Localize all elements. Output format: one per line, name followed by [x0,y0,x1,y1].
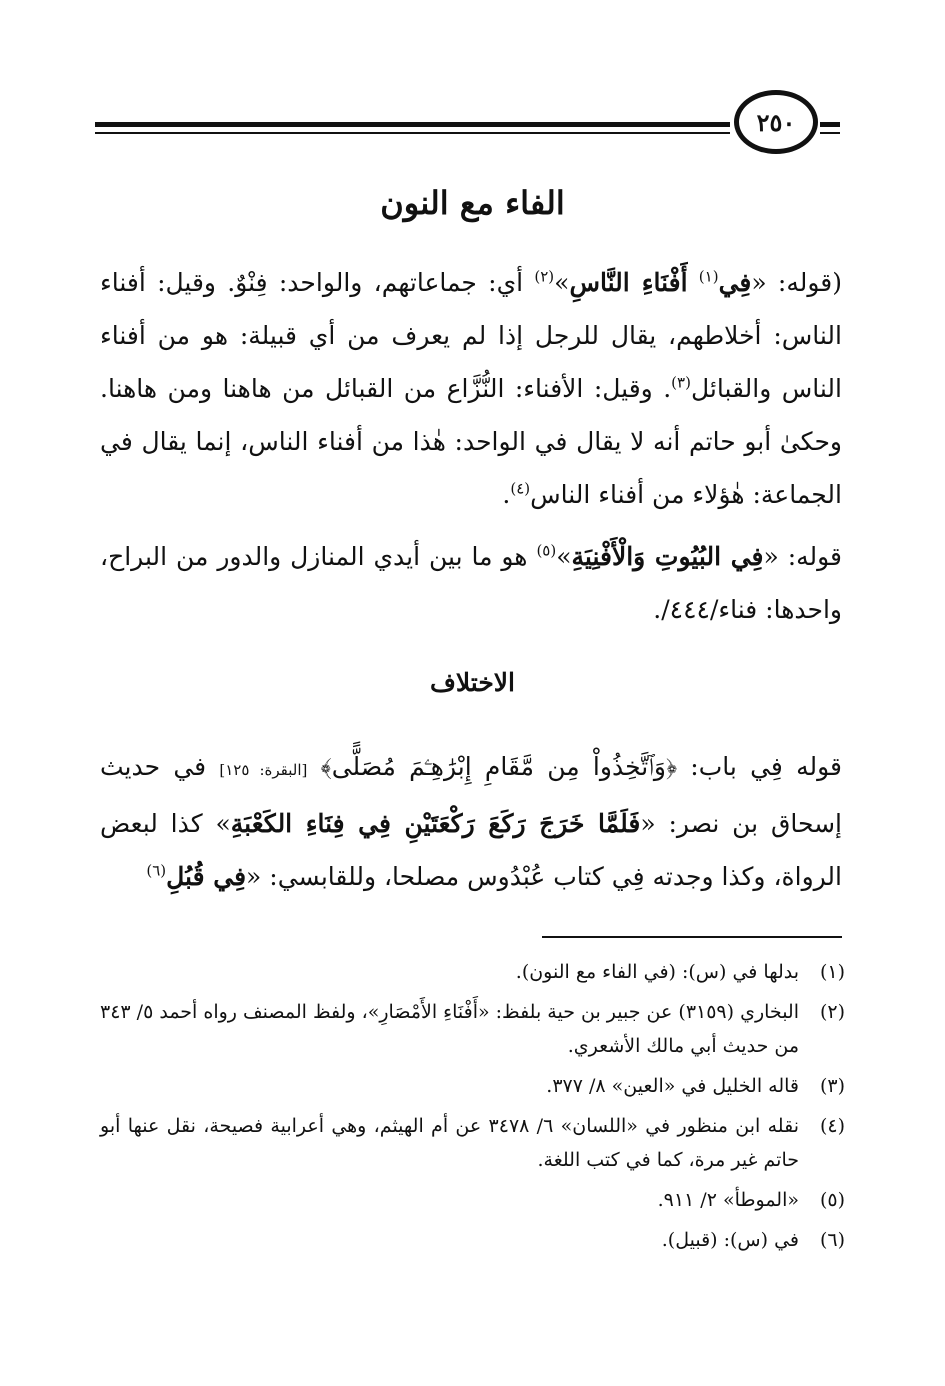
footnote-item [100,1069,845,1103]
text-run: قوله فِي باب: ﴿ [665,752,842,781]
footnote-text: في (س): (قبيل). [661,1229,799,1251]
page-header [95,88,840,158]
footnote-separator [542,936,842,938]
text-run: . [502,480,511,509]
paragraph-afnaa [100,256,842,521]
footnote-item [100,1109,845,1177]
footnote-number: (٢) [819,1001,845,1023]
paragraph-ikhtilaf [100,740,842,903]
header-rule-right-thick [820,122,840,127]
header-rule-right-thin [820,132,840,134]
page-number: ٢٥٠ [734,90,818,154]
footnote-number: (١) [819,961,845,983]
header-rule-thick [95,122,730,127]
text-run: » [556,542,572,571]
quoted-phrase: فِي البُيُوتِ وَالْأَفْنِيَةِ [571,542,764,571]
footnote-text: بدلها في (س): (في الفاء مع النون). [515,961,799,983]
header-rule-thin [95,132,730,134]
footnote-text: نقله ابن منظور في «اللسان» ٦/ ٣٤٧٨ عن أم الهيثم، وهي أعرابية فصيحة، نقل عنها أبو حاتم غير مرة، كما في كتب اللغة. [100,1115,799,1171]
text-run: ﴾ [320,752,332,781]
footnote-ref: (٣) [671,373,691,392]
footnote-number: (٣) [819,1075,845,1097]
text-run: في حديث إسحاق بن نصر: « [100,752,842,838]
footnote-number: (٤) [819,1115,845,1137]
text-run: (قوله: « [751,268,842,297]
text-run: » [554,268,570,297]
footnote-text: قاله الخليل في «العين» ٨/ ٣٧٧. [546,1075,799,1097]
chapter-title: الفاء مع النون [380,184,565,222]
quoted-word: فِي [718,268,752,297]
paragraph-buyut [100,530,842,636]
text-run: . وقيل: الأفناء: النُّزَّاع من القبائل من هاهنا ومن هاهنا. وحكىٰ أبو حاتم أنه لا يقال في الواحد: هٰذا من أفناء الناس، إنما يقال في الجماعة: هٰؤلاء من أفناء الناس [100,374,842,509]
text-run: قوله: « [763,542,843,571]
text-run: أي: جماعاتهم، والواحد: فِنْوٌ. وقيل: أفناء الناس: أخلاطهم، يقال للرجل إذا لم يعرف من أي قبيلة: هو من أفناء الناس والقبائل [100,268,842,403]
section-heading: الاختلاف [429,668,516,697]
text-run: هو ما بين أيدي المنازل والدور من البراح، واحدها: فناء/٤٤٤/. [100,542,842,624]
footnote-ref: (٢) [534,267,555,286]
footnote-text: البخاري (٣١٥٩) عن جبير بن حية بلفظ: «أَفْنَاءِ الأَمْصَارِ»، ولفظ المصنف رواه أحمد ٥/ ٣٤٣ من حديث أبي مالك الأشعري. [100,1001,799,1057]
quoted-phrase: فَلَمَّا خَرَجَ رَكَعَ رَكْعَتَيْنِ فِي فِنَاءِ الكَعْبَةِ [230,809,641,838]
footnote-ref: (٥) [536,541,557,560]
footnote-item [100,1223,845,1257]
footnote-number: (٥) [819,1189,845,1211]
footnote-number: (٦) [819,1229,845,1251]
text-run: » كذا لبعض الرواة، وكذا وجدته فِي كتاب عُبْدُوس مصلحا، وللقابسي: « [100,809,842,891]
footnote-item [100,1183,845,1217]
footnote-ref: (١) [698,267,719,286]
quoted-phrase: فِي قُبُلِ [166,862,247,891]
quoted-phrase: أَفْنَاءِ النَّاسِ [569,268,688,297]
quran-verse: وَٱتَّخِذُواْ مِن مَّقَامِ إِبْرَٰهِـۧمَ مُصَلًّى [331,752,666,781]
footnote-item [100,995,845,1063]
footnote-ref: (٤) [510,479,531,498]
verse-reference: [البقرة: ١٢٥] [219,761,308,779]
footnote-text: «الموطأ» ٢/ ٩١١. [657,1189,799,1211]
footnotes [100,955,845,1263]
footnote-item [100,955,845,989]
footnote-ref: (٦) [146,861,167,880]
